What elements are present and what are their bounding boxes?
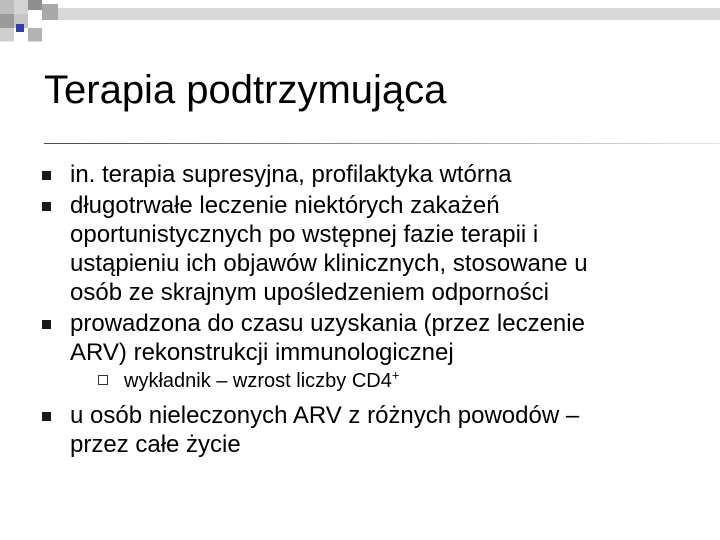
square-bullet-icon bbox=[40, 160, 70, 189]
square-bullet-icon bbox=[40, 191, 70, 220]
bullet-item bbox=[40, 309, 700, 367]
square-bullet-icon bbox=[40, 401, 70, 430]
bullet-text: in. terapia supresyjna, profilaktyka wtórna bbox=[70, 161, 512, 188]
bullet-text: długotrwałe leczenie niektórych zakażeń oportunistycznych po wstępnej fazie terapii i ustąpieniu ich objawów klinicznych, stosowane u osób ze skrajnym upośledzeniem odporności bbox=[70, 192, 588, 306]
bullet-item bbox=[40, 160, 700, 189]
bullet-item bbox=[40, 401, 700, 459]
sub-bullet-item bbox=[98, 369, 700, 393]
bullet-text: prowadzona do czasu uzyskania (przez leczenie ARV) rekonstrukcji immunologicznej bbox=[70, 310, 585, 366]
square-bullet-icon bbox=[40, 309, 70, 338]
bullet-list bbox=[40, 160, 700, 461]
superscript: + bbox=[391, 367, 400, 383]
hollow-square-bullet-icon bbox=[98, 369, 124, 393]
header-decoration bbox=[0, 0, 720, 60]
title-divider bbox=[44, 143, 720, 144]
sub-bullet-text: wykładnik – wzrost liczby CD4+ bbox=[124, 367, 400, 392]
bullet-text: u osób nieleczonych ARV z różnych powodów – przez całe życie bbox=[70, 402, 580, 458]
slide-title: Terapia podtrzymująca bbox=[44, 68, 447, 112]
bullet-item bbox=[40, 191, 700, 307]
